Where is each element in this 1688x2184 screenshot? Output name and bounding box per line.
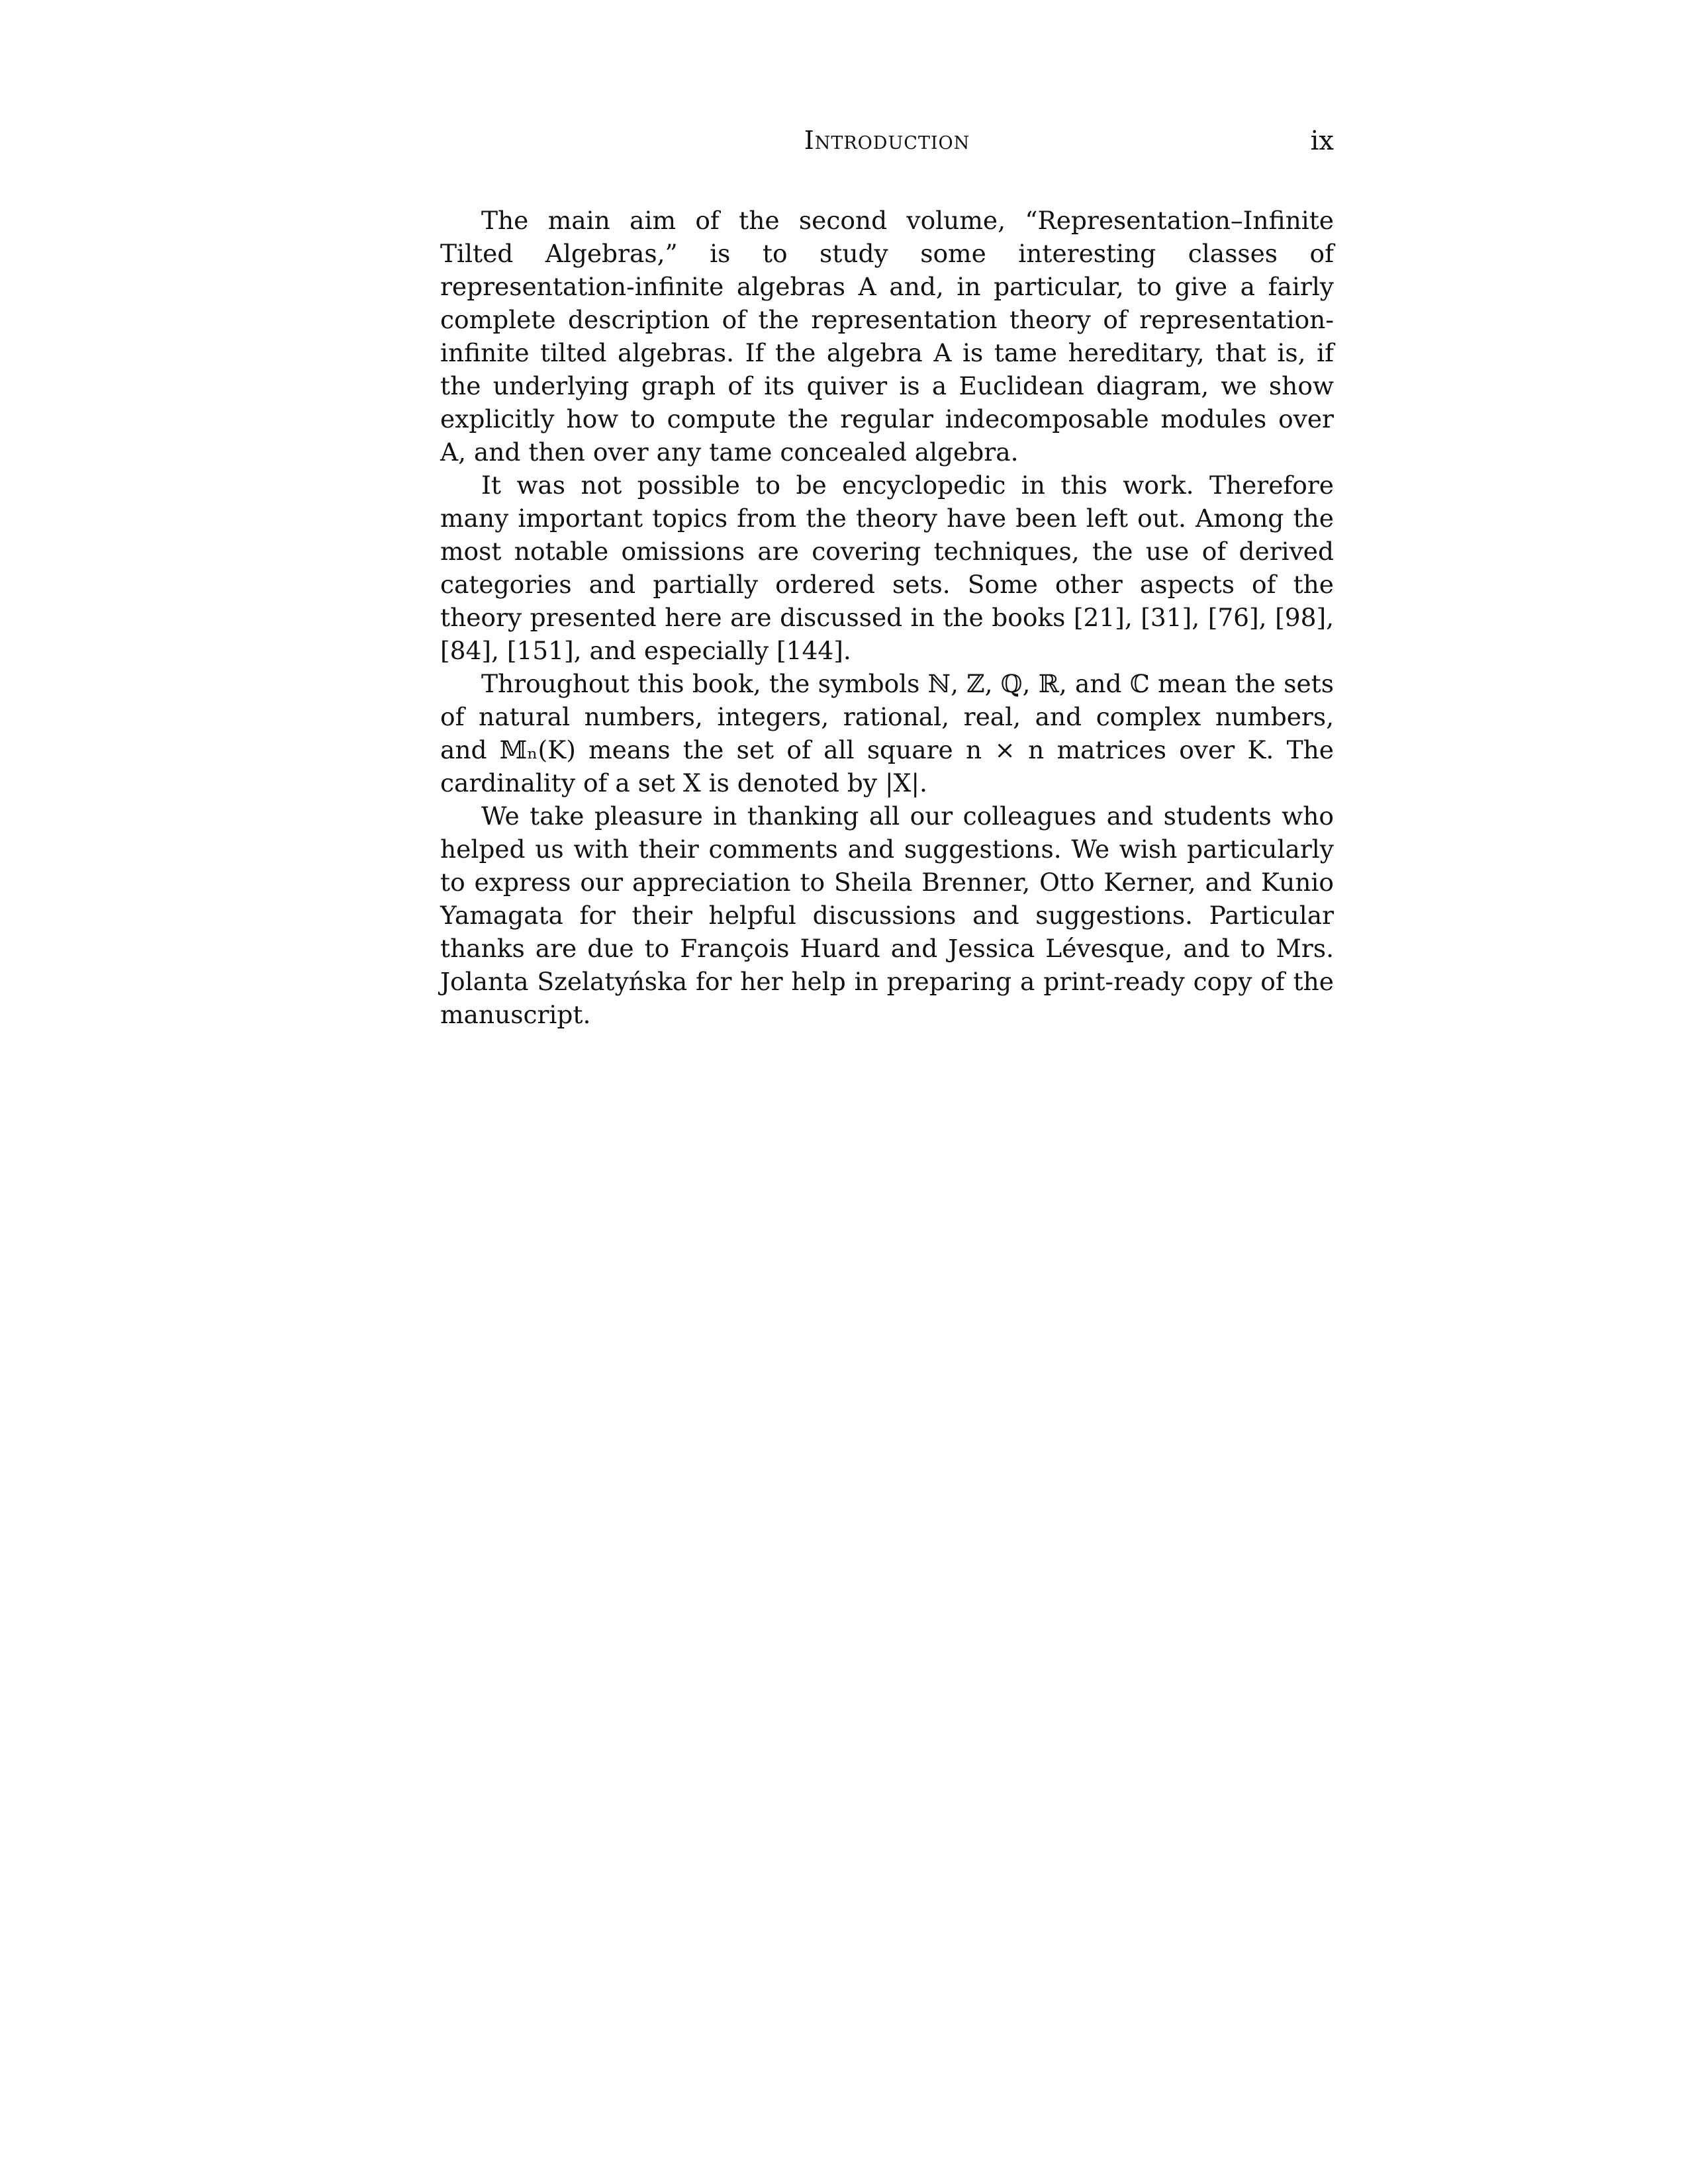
paragraph-notation: Throughout this book, the symbols ℕ, ℤ, ℚ, ℝ, and ℂ mean the sets of natural numbers, integers, rational, real, and complex numbers, and 𝕄ₙ(K) means the set of all square n × n matrices over K. The cardinality of a set X is denoted by |X|. — [440, 669, 1334, 797]
paragraph-acknowledgements: We take pleasure in thanking all our colleagues and students who helped us with their comments and suggestions. We wish particularly to express our appreciation to Sheila Brenner, Otto Kerner, and Kunio Yamagata for their helpful discussions and suggestions. Particular thanks are due to François Huard and Jessica Lévesque, and to Mrs. Jolanta Szelatyńska for her help in preparing a print-ready copy of the manuscript. — [440, 801, 1334, 1029]
running-head — [440, 126, 1334, 165]
body-text — [440, 204, 1334, 1031]
page-number: ix — [1310, 126, 1334, 156]
paragraph-omissions: It was not possible to be encyclopedic in this work. Therefore many important topics from the theory have been left out. Among the most notable omissions are covering techniques, the use of derived categories and partially ordered sets. Some other aspects of the theory presented here are discussed in the books [21], [31], [76], [98], [84], [151], and especially [144]. — [440, 471, 1334, 665]
running-title: Introduction — [804, 126, 970, 155]
paragraph-aim: The main aim of the second volume, “Representation–Infinite Tilted Algebras,” is to study some interesting classes of representation-infinite algebras A and, in particular, to give a fairly complete description of the representation theory of representation-infinite tilted algebras. If the algebra A is tame hereditary, that is, if the underlying graph of its quiver is a Euclidean diagram, we show explicitly how to compute the regular indecomposable modules over A, and then over any tame concealed algebra. — [440, 206, 1334, 467]
